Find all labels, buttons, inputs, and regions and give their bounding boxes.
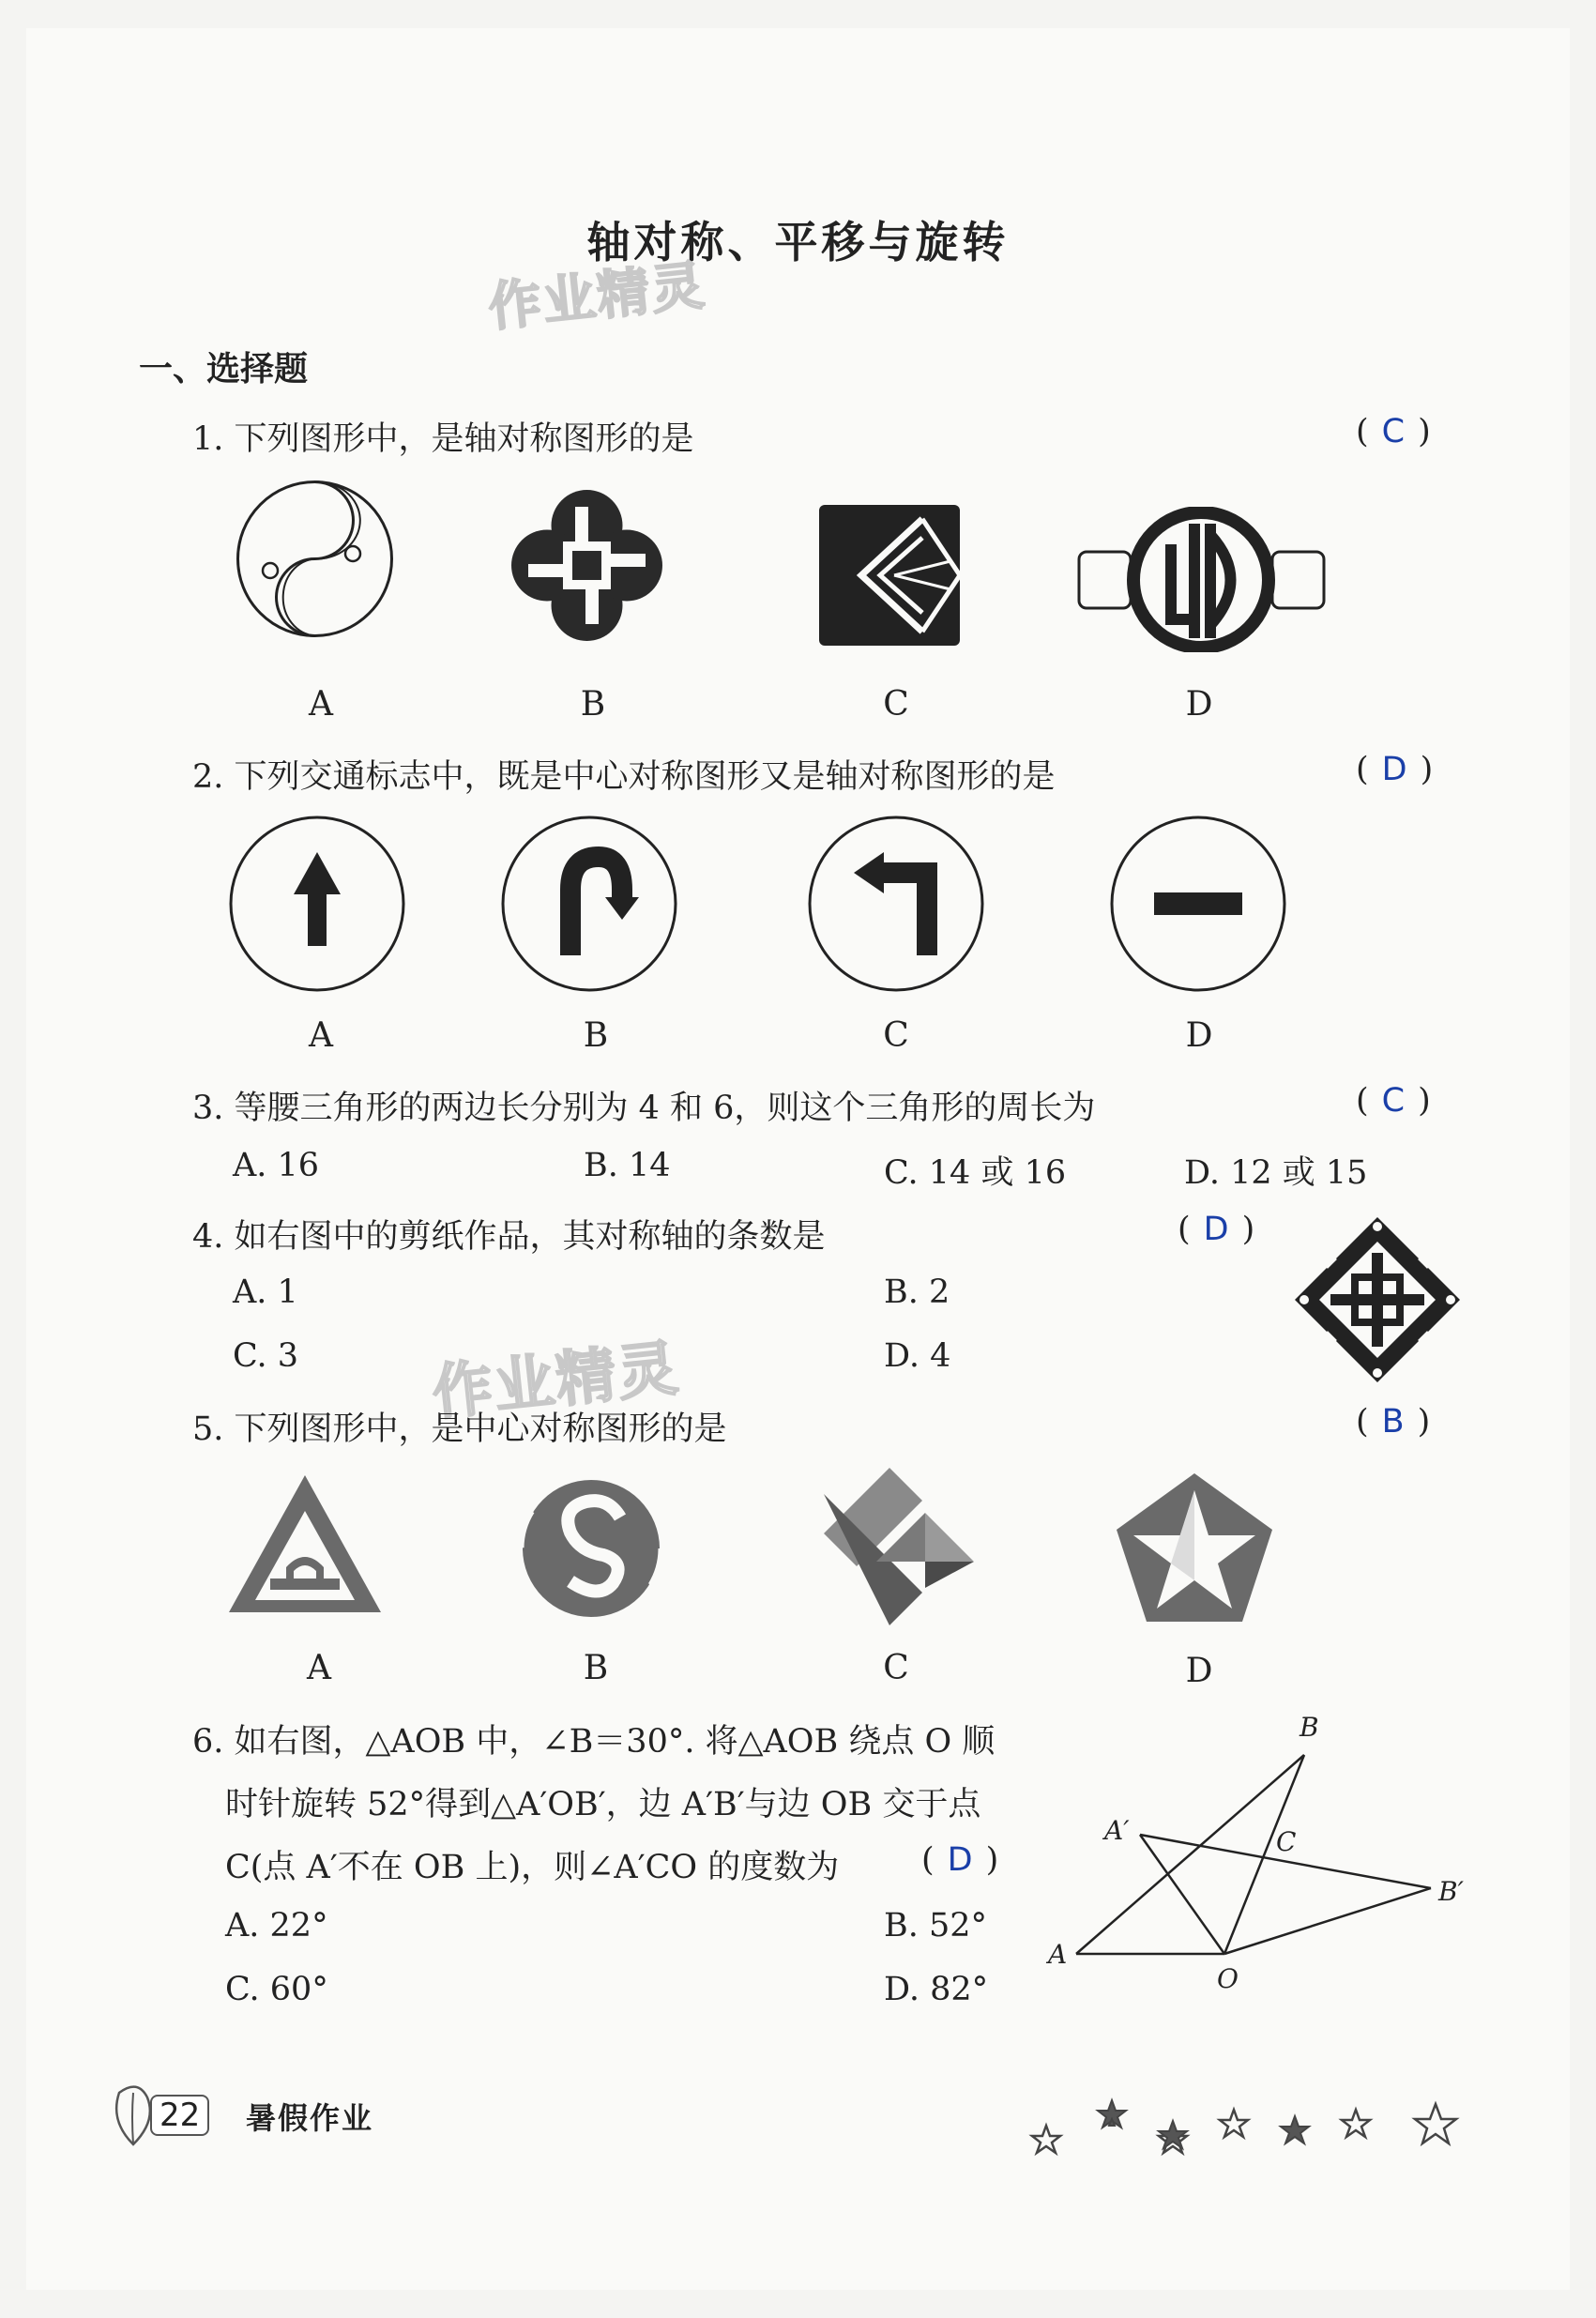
point-b-label: B — [1300, 1712, 1319, 1743]
q3-option-c: C. 14 或 16 — [884, 1154, 1067, 1192]
point-a-label: A — [1048, 1939, 1068, 1970]
q1-label-a: A — [309, 685, 333, 724]
q6-option-b: B. 52° — [884, 1907, 988, 1944]
yin-yang-figure — [233, 477, 397, 641]
point-b-prime-label: B′ — [1438, 1876, 1464, 1907]
knot-figure — [505, 483, 669, 648]
question-2-stem: 2. 下列交通标志中，既是中心对称图形又是轴对称图形的是 — [192, 758, 1056, 796]
q5-label-d: D — [1185, 1652, 1213, 1690]
q4-option-a: A. 1 — [233, 1273, 298, 1311]
section-heading: 一、选择题 — [139, 350, 309, 389]
folded-square-figure — [819, 505, 960, 646]
q5-label-a: A — [307, 1649, 331, 1687]
question-3-stem: 3. 等腰三角形的两边长分别为 4 和 6，则这个三角形的周长为 — [192, 1090, 1096, 1127]
paper-cut-figure — [1293, 1215, 1462, 1384]
question-6-answer: ( D ) — [921, 1841, 999, 1879]
s-logo-figure — [519, 1478, 664, 1619]
q6-option-c: C. 60° — [225, 1971, 328, 2008]
question-6-stem-line-2: 时针旋转 52°得到△A′OB′，边 A′B′与边 OB 交于点 — [225, 1786, 981, 1823]
u-turn-sign — [500, 815, 678, 993]
q4-option-d: D. 4 — [884, 1337, 951, 1375]
question-1-stem: 1. 下列图形中，是轴对称图形的是 — [192, 420, 694, 458]
q3-option-b: B. 14 — [584, 1147, 671, 1184]
footer-label: 暑假作业 — [246, 2100, 374, 2136]
point-o-label: O — [1217, 1963, 1239, 1990]
watermark: 作业精灵 — [485, 255, 709, 339]
q3-option-d: D. 12 或 15 — [1184, 1154, 1368, 1192]
question-5-answer: ( B ) — [1356, 1403, 1431, 1441]
q4-option-c: C. 3 — [233, 1337, 299, 1375]
rotation-triangle-figure — [1037, 1708, 1487, 1990]
q1-label-b: B — [580, 685, 606, 724]
question-5-stem: 5. 下列图形中，是中心对称图形的是 — [192, 1411, 727, 1448]
star-decoration-icon — [1023, 2083, 1473, 2158]
q2-label-a: A — [309, 1016, 333, 1055]
question-6-stem-line-3: C(点 A′不在 OB 上)，则∠A′CO 的度数为 — [225, 1849, 840, 1886]
q1-label-c: C — [883, 685, 909, 724]
q3-option-a: A. 16 — [233, 1147, 320, 1184]
q2-label-d: D — [1185, 1016, 1213, 1055]
question-6-stem-line-1: 6. 如右图，△AOB 中，∠B＝30°. 将△AOB 绕点 O 顺 — [192, 1723, 996, 1761]
q4-option-b: B. 2 — [884, 1273, 950, 1311]
left-turn-sign — [807, 815, 985, 993]
page-title: 轴对称、平移与旋转 — [586, 217, 1010, 267]
q5-label-c: C — [883, 1649, 909, 1687]
chevron-blocks-figure — [814, 1466, 979, 1625]
q2-label-c: C — [883, 1016, 909, 1055]
gd-logo-figure — [1077, 507, 1326, 652]
question-4-answer: ( D ) — [1178, 1211, 1255, 1248]
triangle-bridge-figure — [228, 1473, 383, 1614]
pentagon-star-figure — [1115, 1472, 1274, 1624]
no-entry-sign — [1109, 815, 1287, 993]
point-c-label: C — [1276, 1826, 1297, 1857]
question-4-stem: 4. 如右图中的剪纸作品，其对称轴的条数是 — [192, 1218, 826, 1256]
question-3-answer: ( C ) — [1356, 1082, 1431, 1120]
q6-option-a: A. 22° — [225, 1907, 328, 1944]
question-1-answer: ( C ) — [1356, 413, 1431, 450]
question-2-answer: ( D ) — [1356, 751, 1434, 788]
watermark: 作业精灵 — [429, 1334, 683, 1429]
straight-arrow-sign — [228, 815, 406, 993]
q2-label-b: B — [583, 1016, 609, 1055]
q1-label-d: D — [1185, 685, 1213, 724]
point-a-prime-label: A′ — [1104, 1815, 1130, 1846]
page-number: 22 — [150, 2095, 209, 2136]
q6-option-d: D. 82° — [884, 1971, 989, 2008]
q5-label-b: B — [583, 1649, 609, 1687]
